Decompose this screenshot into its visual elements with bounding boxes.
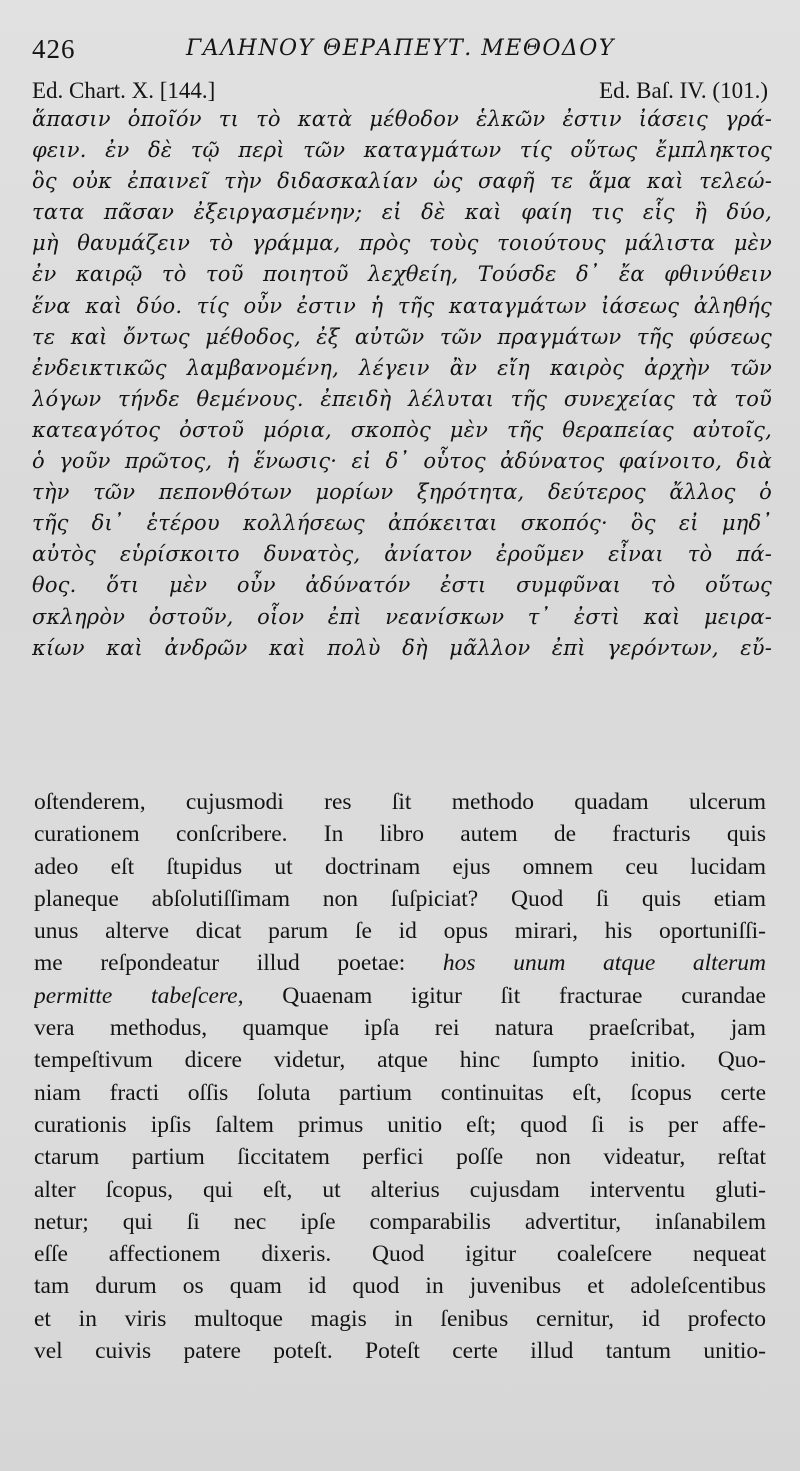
greek-text-line: ὁ γοῦν πρῶτος, ἡ ἕνωσις· εἰ δ᾽ οὗτος ἀδύνατος φαίνοιτο, διὰ [32,449,772,474]
latin-text-line: unus alterve dicat parum ſe id opus mirari, his oportuniſſi- [34,918,766,945]
greek-text-line: λόγων τήνδε θεμένους. ἐπειδὴ λέλυται τῆς συνεχείας τὰ τοῦ [32,386,772,411]
latin-text-segment: Quaenam igitur ſit fracturae curandae [243,982,766,1009]
latin-text-line: vel cuivis patere poteſt. Poteſt certe illud tantum unitio- [34,1338,766,1365]
greek-text-line: τε καὶ ὄντως μέθοδος, ἐξ αὐτῶν τῶν πραγμάτων τῆς φύσεως [32,324,772,349]
latin-text-segment: me reſpondeatur illud poetae: [34,950,443,977]
latin-text-line: curationem conſcribere. In libro autem de fracturis quis [34,821,766,848]
greek-text-line: σκληρὸν ὀστοῦν, οἷον ἐπὶ νεανίσκων τ᾽ ἐστὶ καὶ μειρα- [32,604,772,629]
latin-text-line: oſtenderem, cujusmodi res ſit methodo quadam ulcerum [34,789,766,815]
greek-text-line: κίων καὶ ἀνδρῶν καὶ πολὺ δὴ μᾶλλον ἐπὶ γερόντων, εὔ- [32,635,772,660]
latin-text-line: eſſe affectionem dixeris. Quod igitur coaleſcere nequeat [34,1241,766,1268]
edition-basel-reference: Ed. Baſ. IV. (101.) [599,78,768,103]
edition-chartier-reference: Ed. Chart. X. [144.] [32,78,216,103]
latin-text-line: netur; qui ſi nec ipſe comparabilis advertitur, inſanabilem [34,1208,766,1235]
greek-text-line: ἕνα καὶ δύο. τίς οὖν ἐστιν ἡ τῆς καταγμάτων ἰάσεως ἀληθής [32,293,772,318]
greek-text-line: ἐν καιρῷ τὸ τοῦ ποιητοῦ λεχθείη, Τούσδε δ᾽ ἔα φθινύθειν [32,262,772,287]
latin-text-line: planeque abſolutiſſimam non ſuſpiciat? Quod ſi quis etiam [34,885,766,912]
greek-text-block [32,104,772,664]
greek-text-line: φειν. ἐν δὲ τῷ περὶ τῶν καταγμάτων τίς οὕτως ἔμπληκτος [32,138,772,163]
running-title: ΓΑΛΗΝΟΥ ΘΕΡΑΠΕΥΤ. ΜΕΘΟΔΟΥ [186,36,615,61]
poetic-quotation: permitte tabeſcere, [34,982,244,1009]
latin-text-line: alter ſcopus, qui eſt, ut alterius cujusdam interventu gluti- [34,1176,766,1203]
latin-text-line: tam durum os quam id quod in juvenibus et adoleſcentibus [34,1273,766,1300]
greek-text-line: κατεαγότος ὀστοῦ μόρια, σκοπὸς μὲν τῆς θεραπείας αὐτοῖς, [32,417,772,442]
latin-text-line: tempeſtivum dicere videtur, atque hinc ſumpto initio. Quo- [34,1047,766,1074]
latin-text-line: et in viris multoque magis in ſenibus cernitur, id profecto [34,1305,766,1332]
greek-text-line: θος. ὅτι μὲν οὖν ἀδύνατόν ἐστι συμφῦναι τὸ οὕτως [32,573,772,598]
greek-text-line: ὃς οὐκ ἐπαινεῖ τὴν διδασκαλίαν ὡς σαφῆ τε ἅμα καὶ τελεώ- [32,169,772,194]
greek-text-line: τῆς δι᾽ ἑτέρου κολλήσεως ἀπόκειται σκοπός· ὃς εἰ μηδ᾽ [32,511,772,536]
latin-text-block [34,786,766,1367]
latin-text-line: curationis ipſis ſaltem primus unitio eſt; quod ſi is per affe- [34,1111,766,1138]
running-head [32,30,772,70]
latin-text-line: niam fracti oſſis ſoluta partium continuitas eſt, ſcopus certe [34,1079,766,1106]
greek-text-line: τὴν τῶν πεπονθότων μορίων ξηρότητα, δεύτερος ἄλλος ὁ [32,480,772,505]
latin-text-line: adeo eſt ſtupidus ut doctrinam ejus omnem ceu lucidam [34,853,766,880]
poetic-quotation: hos unum atque alterum [442,950,766,977]
greek-text-line: ἅπασιν ὁποῖόν τι τὸ κατὰ μέθοδον ἑλκῶν ἐστιν ἰάσεις γρά- [32,107,772,131]
latin-text-line-with-quotation [34,947,766,979]
page-number: 426 [32,34,76,64]
greek-text-line: μὴ θαυμάζειν τὸ γράμμα, πρὸς τοὺς τοιούτους μάλιστα μὲν [32,231,772,256]
latin-text-line-with-quotation [34,980,766,1012]
greek-text-line: ἐνδεικτικῶς λαμβανομένη, λέγειν ἂν εἴη καιρὸς ἀρχὴν τῶν [32,355,772,380]
latin-text-line: ctarum partium ſiccitatem perfici poſſe non videatur, reſtat [34,1144,766,1171]
latin-text-line: vera methodus, quamque ipſa rei natura praeſcribat, jam [34,1015,766,1042]
greek-text-line: τατα πᾶσαν ἐξειργασμένην; εἰ δὲ καὶ φαίη τις εἷς ἢ δύο, [32,200,772,225]
greek-text-line: αὐτὸς εὑρίσκοιτο δυνατὸς, ἀνίατον ἐροῦμεν εἶναι τὸ πά- [32,542,772,567]
